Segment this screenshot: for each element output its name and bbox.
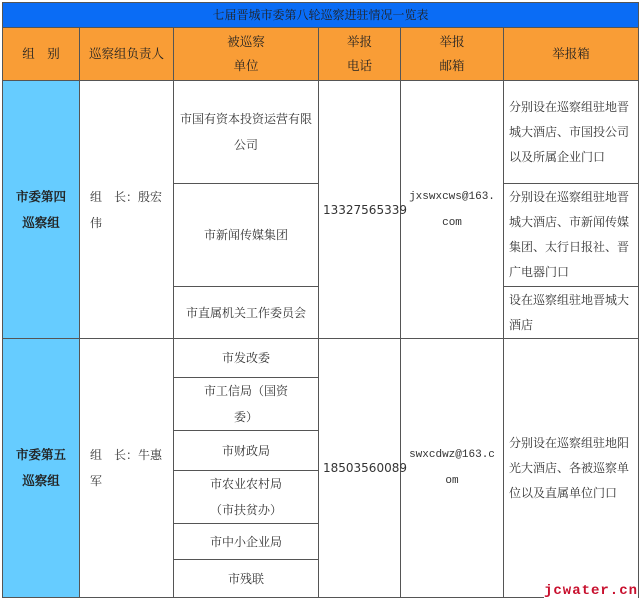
group-leader: 组 长：牛惠军 bbox=[80, 339, 174, 598]
table-row bbox=[3, 81, 639, 184]
header-unit bbox=[174, 28, 319, 81]
watermark: jcwater.cn bbox=[543, 583, 638, 599]
email: swxcdwz@163.com bbox=[401, 339, 504, 598]
report-box: 分别设在巡察组驻地晋城大酒店、市新闻传媒集团、太行日报社、晋广电器门口 bbox=[504, 184, 639, 287]
unit: 市国有资本投资运营有限公司 bbox=[174, 81, 319, 184]
unit: 市新闻传媒集团 bbox=[174, 184, 319, 287]
report-box: 设在巡察组驻地晋城大酒店 bbox=[504, 287, 639, 339]
unit: 市残联 bbox=[174, 560, 319, 598]
group-leader: 组 长：殷宏伟 bbox=[80, 81, 174, 339]
header-group: 组 别 bbox=[3, 28, 80, 81]
header-phone-label: 举报电话 bbox=[346, 34, 372, 73]
header-phone bbox=[319, 28, 401, 81]
report-box: 分别设在巡察组驻地阳光大酒店、各被巡察单位以及直属单位门口 bbox=[504, 339, 639, 598]
unit: 市直属机关工作委员会 bbox=[174, 287, 319, 339]
unit: 市工信局（国资委） bbox=[174, 378, 319, 431]
report-box: 分别设在巡察组驻地晋城大酒店、市国投公司以及所属企业门口 bbox=[504, 81, 639, 184]
unit: 市发改委 bbox=[174, 339, 319, 378]
unit: 市财政局 bbox=[174, 431, 319, 471]
header-email bbox=[401, 28, 504, 81]
email: jxswxcws@163.com bbox=[401, 81, 504, 339]
table-row bbox=[3, 339, 639, 378]
inspection-table bbox=[2, 2, 639, 598]
phone: 13327565339 bbox=[319, 81, 401, 339]
header-leader: 巡察组负责人 bbox=[80, 28, 174, 81]
group-name: 市委第四巡察组 bbox=[3, 81, 80, 339]
table-title: 七届晋城市委第八轮巡察进驻情况一览表 bbox=[3, 3, 639, 28]
header-box: 举报箱 bbox=[504, 28, 639, 81]
phone: 18503560089 bbox=[319, 339, 401, 598]
header-unit-label: 被巡察单位 bbox=[227, 34, 265, 73]
header-email-label: 举报邮箱 bbox=[439, 34, 465, 73]
group-name: 市委第五巡察组 bbox=[3, 339, 80, 598]
unit: 市农业农村局（市扶贫办） bbox=[174, 471, 319, 524]
unit: 市中小企业局 bbox=[174, 524, 319, 560]
